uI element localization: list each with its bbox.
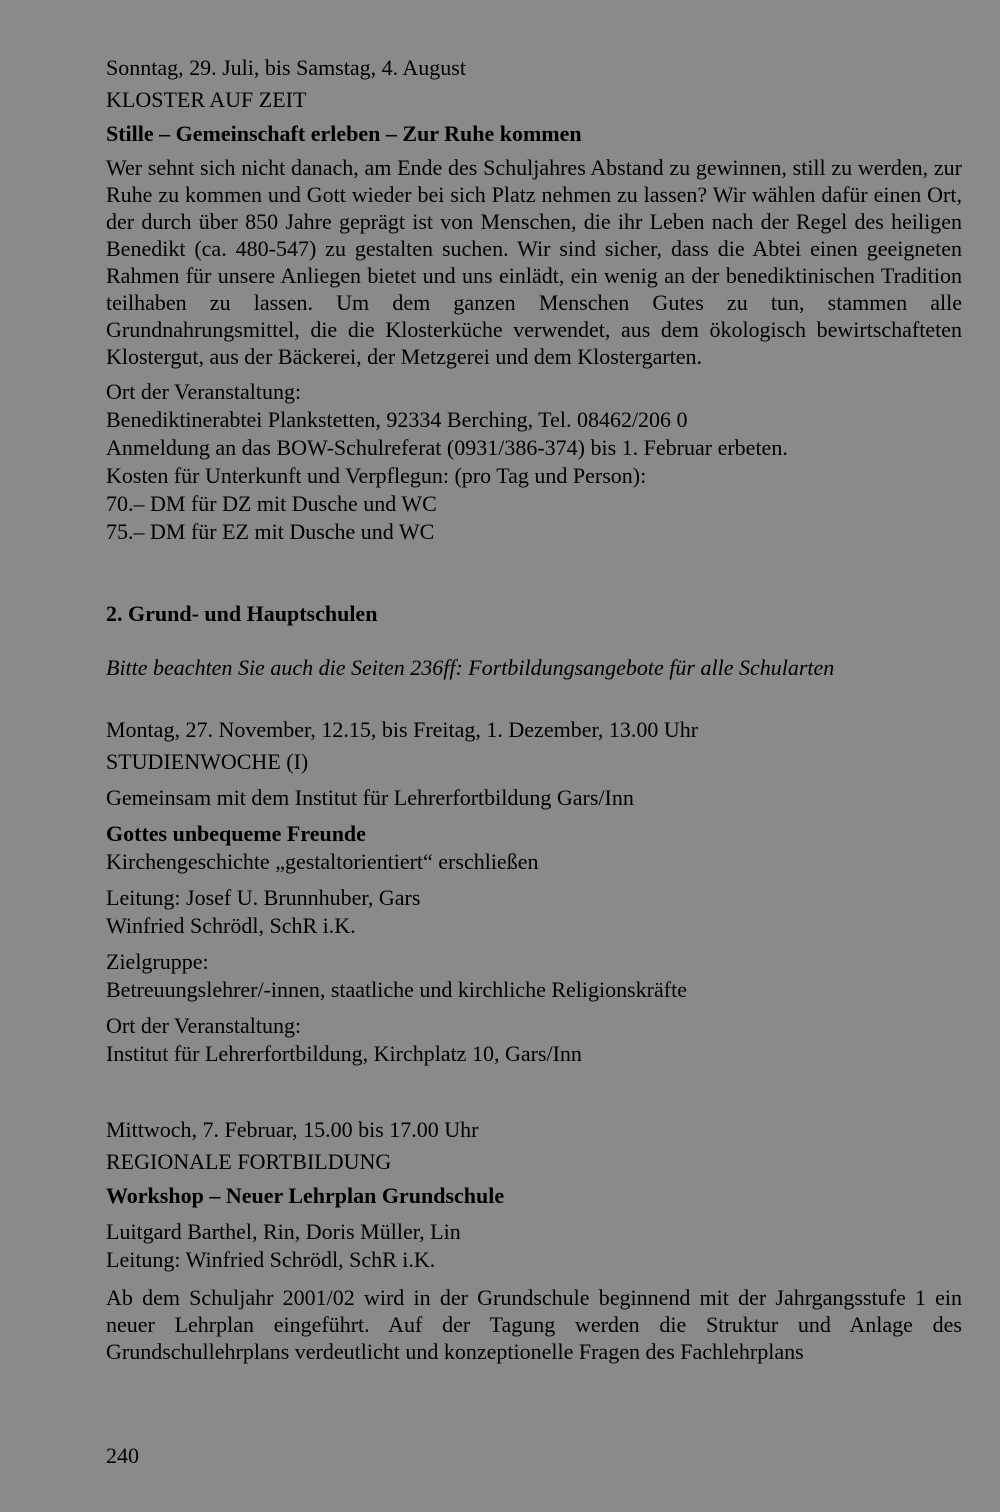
event-type: REGIONALE FORTBILDUNG xyxy=(106,1149,392,1174)
target: Betreuungslehrer/-innen, staatliche und kirchliche Religionskräfte xyxy=(106,977,687,1002)
target-label: Zielgruppe: xyxy=(106,949,209,974)
venue-label: Ort der Veranstaltung: xyxy=(106,1013,302,1038)
event-subtitle: Kirchengeschichte „gestaltorientiert“ erschließen xyxy=(106,849,539,874)
venue: Benediktinerabtei Plankstetten, 92334 Berching, Tel. 08462/206 0 xyxy=(106,407,688,432)
event-speakers: Luitgard Barthel, Rin, Doris Müller, Lin xyxy=(106,1219,461,1244)
venue-label: Ort der Veranstaltung: xyxy=(106,379,302,404)
event-kloster-auf-zeit xyxy=(106,54,962,546)
event-lead-1: Leitung: Josef U. Brunnhuber, Gars xyxy=(106,885,421,910)
event-date: Mittwoch, 7. Februar, 15.00 bis 17.00 Uhr xyxy=(106,1117,479,1142)
event-type: KLOSTER AUF ZEIT xyxy=(106,87,307,112)
registration: Anmeldung an das BOW-Schulreferat (0931/386-374) bis 1. Februar erbeten. xyxy=(106,435,788,460)
cost-dz: 70.– DM für DZ mit Dusche und WC xyxy=(106,491,437,516)
event-description: Ab dem Schuljahr 2001/02 wird in der Grundschule beginnend mit der Jahrgangsstufe 1 ein neuer Lehrplan eingeführt. Auf der Tagung werden die Struktur und Anlage des Grundschullehrplans verdeutlicht und konzeptionelle Fragen des Fachlehrplans xyxy=(106,1285,962,1364)
event-description: Wer sehnt sich nicht danach, am Ende des Schuljahres Abstand zu gewinnen, still zu werden, zur Ruhe zu kommen und Gott wieder bei sich Platz nehmen zu lassen? Wir wählen dafür einen Ort, der durch über 850 Jahre geprägt ist von Menschen, die ihr Leben nach der Regel des heiligen Benedikt (ca. 480-547) zu gestalten suchen. Wir sind sicher, dass die Abtei einen geeigneten Rahmen für unsere Anliegen bietet und uns einlädt, ein wenig an der benediktinischen Tradition teilhaben zu lassen. Um dem ganzen Menschen Gutes zu tun, stammen alle Grundnahrungsmittel, die die Klosterküche verwendet, aus dem ökologisch bewirtschafteten Klostergut, aus der Bäckerei, der Metzgerei und dem Klostergarten. xyxy=(106,155,962,369)
cost-ez: 75.– DM für EZ mit Dusche und WC xyxy=(106,519,435,544)
costs-label: Kosten für Unterkunft und Verpflegun: (pro Tag und Person): xyxy=(106,463,647,488)
section-note: Bitte beachten Sie auch die Seiten 236ff: Fortbildungsangebote für alle Schularten xyxy=(106,655,835,680)
page-content xyxy=(106,54,962,1365)
event-title: Stille – Gemeinschaft erleben – Zur Ruhe kommen xyxy=(106,121,582,146)
event-regionale-fortbildung xyxy=(106,1116,962,1365)
event-type: STUDIENWOCHE (I) xyxy=(106,749,309,774)
event-lead-2: Winfried Schrödl, SchR i.K. xyxy=(106,913,356,938)
event-date: Sonntag, 29. Juli, bis Samstag, 4. August xyxy=(106,55,466,80)
section-heading: 2. Grund- und Hauptschulen xyxy=(106,601,378,626)
event-lead: Leitung: Winfried Schrödl, SchR i.K. xyxy=(106,1247,436,1272)
event-date: Montag, 27. November, 12.15, bis Freitag, 1. Dezember, 13.00 Uhr xyxy=(106,717,699,742)
event-title: Gottes unbequeme Freunde xyxy=(106,821,366,846)
event-title: Workshop – Neuer Lehrplan Grundschule xyxy=(106,1183,505,1208)
event-cooperation: Gemeinsam mit dem Institut für Lehrerfortbildung Gars/Inn xyxy=(106,785,634,810)
venue: Institut für Lehrerfortbildung, Kirchplatz 10, Gars/Inn xyxy=(106,1041,582,1066)
event-studienwoche xyxy=(106,716,962,1068)
page-number: 240 xyxy=(106,1443,139,1468)
